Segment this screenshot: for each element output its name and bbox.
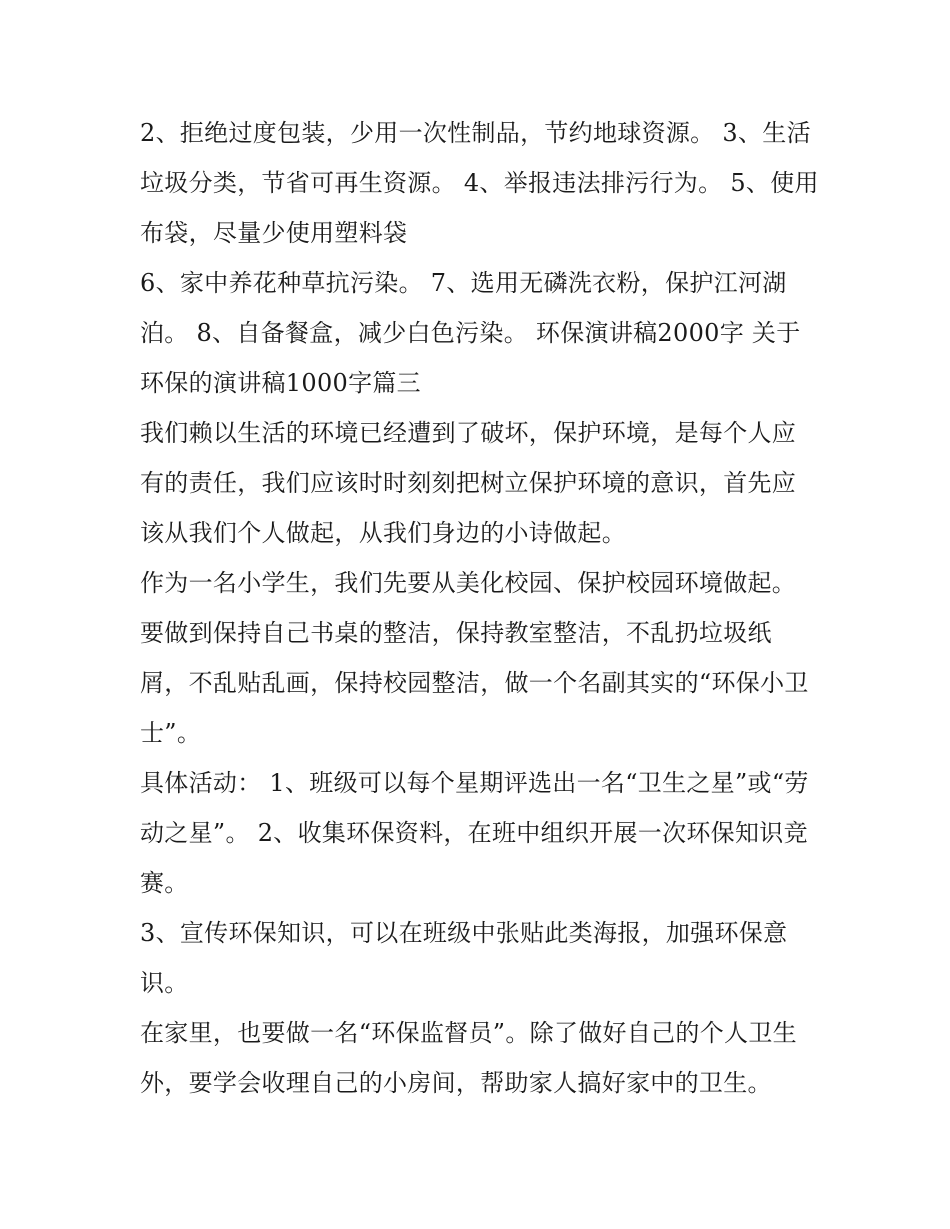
paragraph-2: 6、家中养花种草抗污染。 7、选用无磷洗衣粉，保护江河湖泊。 8、自备餐盒，减少白色污染。 环保演讲稿2000字 关于环保的演讲稿1000字篇三 xyxy=(140,269,801,397)
document-body xyxy=(140,108,820,1108)
paragraph-1: 2、拒绝过度包装，少用一次性制品，节约地球资源。 3、生活垃圾分类，节省可再生资源。 4、举报违法排污行为。 5、使用布袋，尽量少使用塑料袋 xyxy=(140,119,819,247)
paragraph-6: 3、宣传环保知识，可以在班级中张贴此类海报，加强环保意识。 xyxy=(140,919,788,997)
paragraph-7: 在家里，也要做一名“环保监督员”。除了做好自己的个人卫生外，要学会收理自己的小房间，帮助家人搞好家中的卫生。 xyxy=(140,1019,797,1097)
paragraph-4: 作为一名小学生，我们先要从美化校园、保护校园环境做起。要做到保持自己书桌的整洁，保持教室整洁，不乱扔垃圾纸屑，不乱贴乱画，保持校园整洁，做一个名副其实的“环保小卫士”。 xyxy=(140,569,809,747)
paragraph-3: 我们赖以生活的环境已经遭到了破坏，保护环境，是每个人应有的责任，我们应该时时刻刻把树立保护环境的意识，首先应该从我们个人做起，从我们身边的小诗做起。 xyxy=(140,419,797,547)
paragraph-5: 具体活动： 1、班级可以每个星期评选出一名“卫生之星”或“劳动之星”。 2、收集环保资料，在班中组织开展一次环保知识竞赛。 xyxy=(140,769,809,897)
